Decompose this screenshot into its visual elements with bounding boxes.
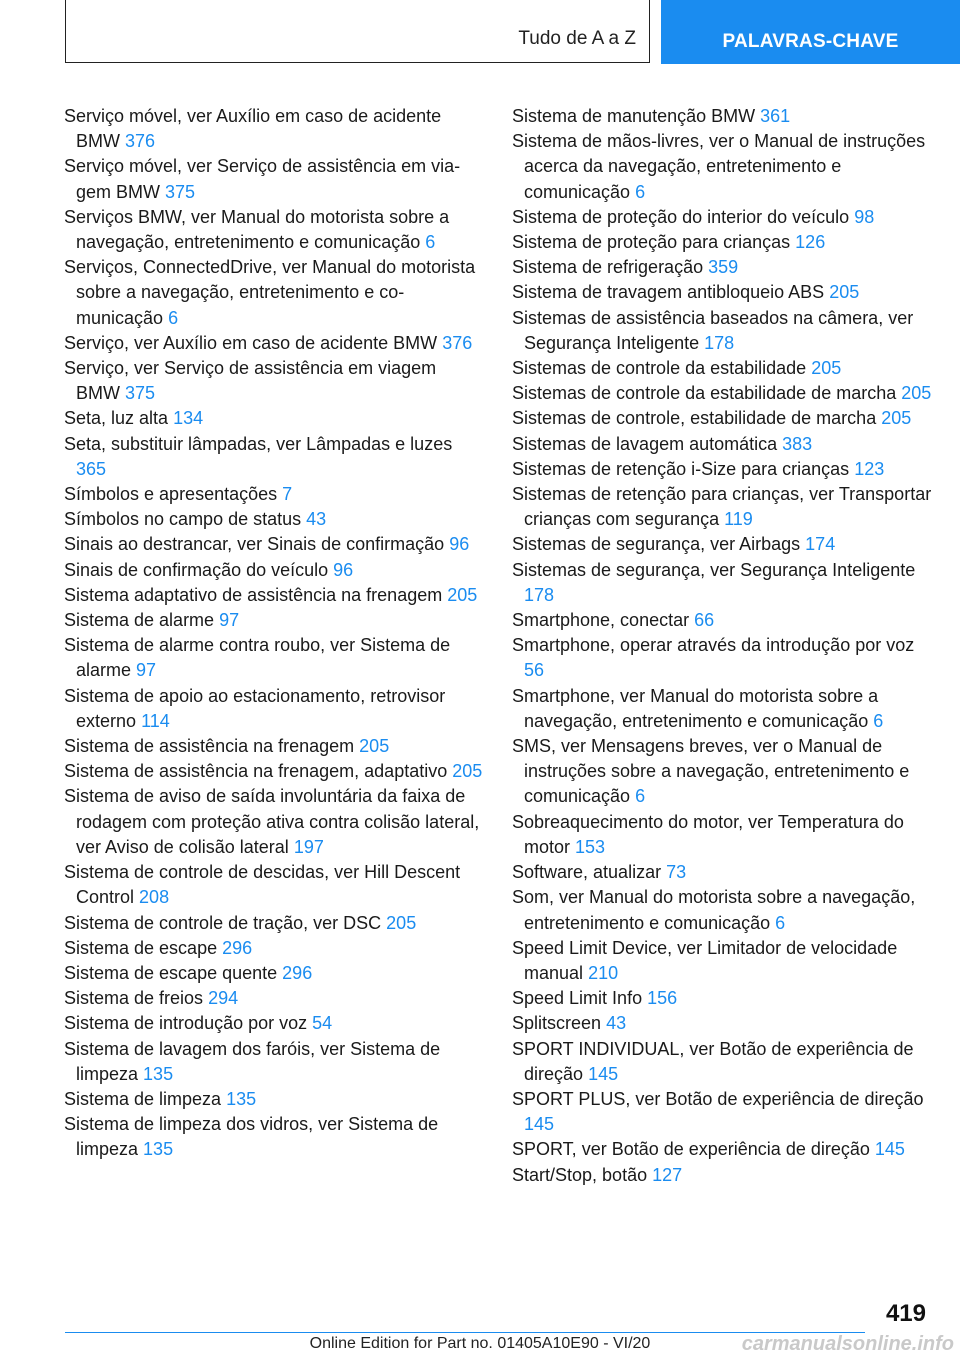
page-header <box>65 0 960 64</box>
index-entry <box>64 936 484 961</box>
index-entry <box>512 381 932 406</box>
index-entry <box>64 583 484 608</box>
index-entry <box>64 1112 484 1162</box>
index-column-left <box>64 104 484 1163</box>
index-entry-text: Sobreaquecimento do motor, ver Temperatura do motor <box>512 811 904 857</box>
index-entry <box>512 104 932 129</box>
index-entry-page-link[interactable]: 145 <box>874 1139 905 1160</box>
index-entry <box>512 432 932 457</box>
index-entry-text: SMS, ver Mensagens breves, ver o Manual de instruções sobre a navegação, entretenimento e comunicação <box>512 736 910 807</box>
index-entry-page-link[interactable]: 205 <box>447 584 478 605</box>
index-entry-text: Sistema de aviso de saída involuntária da faixa de rodagem com proteção ativa contra colisão lateral, ver Aviso de colisão lateral <box>64 786 480 857</box>
index-entry <box>64 205 484 255</box>
index-entry-page-link[interactable]: 205 <box>359 736 390 757</box>
index-entry <box>512 255 932 280</box>
index-entry-page-link[interactable]: 205 <box>386 912 417 933</box>
index-entry <box>512 885 932 935</box>
index-entry <box>512 1163 932 1188</box>
index-entry-page-link[interactable]: 54 <box>312 1013 333 1034</box>
index-entry-text: Serviço móvel, ver Auxílio em caso de acidente BMW <box>64 106 442 152</box>
index-entry <box>512 482 932 532</box>
index-entry <box>512 280 932 305</box>
index-entry-text: Serviços BMW, ver Manual do motorista sobre a navegação, entretenimento e comunicação <box>64 206 450 253</box>
index-entry <box>512 230 932 255</box>
index-entry-page-link[interactable]: 296 <box>282 962 313 983</box>
index-entry-page-link[interactable]: 361 <box>760 106 791 126</box>
index-entry-page-link[interactable]: 375 <box>125 383 156 404</box>
index-entry <box>512 986 932 1011</box>
index-entry-text: Sistema de manutenção BMW <box>512 106 756 126</box>
index-entry-page-link[interactable]: 197 <box>293 836 324 857</box>
index-entry-page-link[interactable]: 43 <box>606 1013 627 1034</box>
index-entry <box>512 684 932 734</box>
index-entry-text: Smartphone, operar através da introdução por voz <box>512 635 915 656</box>
index-entry-text: Sistema de assistência na frenagem <box>64 736 355 757</box>
index-entry-text: Sistemas de controle da estabilidade de marcha <box>512 383 897 404</box>
index-entry <box>512 810 932 860</box>
index-entry-text: Sistema de freios <box>64 988 204 1009</box>
index-entry-page-link[interactable]: 73 <box>666 862 687 883</box>
index-entry <box>64 860 484 910</box>
index-entry-page-link[interactable]: 296 <box>222 937 253 958</box>
index-entry-text: Sistema de proteção para crianças <box>512 232 791 253</box>
index-entry-page-link[interactable]: 178 <box>704 332 735 353</box>
index-entry-text: Sistema de refrigeração <box>512 257 704 278</box>
index-entry-page-link[interactable]: 294 <box>208 988 239 1009</box>
index-entry <box>512 1011 932 1036</box>
index-entry-page-link[interactable]: 119 <box>724 509 753 530</box>
index-entry <box>64 356 484 406</box>
index-entry <box>64 532 484 557</box>
index-entry <box>64 255 484 331</box>
index-entry-text: Serviço, ver Serviço de assistência em viagem BMW <box>64 358 437 404</box>
index-entry-page-link[interactable]: 145 <box>524 1114 555 1135</box>
watermark: carmanualsonline.info <box>741 1333 954 1355</box>
index-entry-text: Sistemas de assistência baseados na câmera, ver Segurança Inteligente <box>512 307 914 353</box>
index-entry-text: Splitscreen <box>512 1013 602 1034</box>
index-entry-page-link[interactable]: 135 <box>143 1063 174 1084</box>
index-entry-page-link[interactable]: 205 <box>881 408 912 429</box>
index-entry-text: Seta, substituir lâmpadas, ver Lâmpadas e luzes <box>64 433 453 454</box>
index-entry-text: Speed Limit Device, ver Limitador de velocidade manual <box>512 937 898 983</box>
index-entry-text: Sistema de controle de descidas, ver Hill Descent Control <box>64 862 461 908</box>
index-entry-text: Sistema de alarme contra roubo, ver Sistema de alarme <box>64 635 451 681</box>
index-entry-page-link[interactable]: 98 <box>854 206 875 227</box>
index-entry-text: Serviços, ConnectedDrive, ver Manual do motorista sobre a navegação, entretenimento e comunicação <box>64 257 476 328</box>
index-entry <box>64 1087 484 1112</box>
index-entry-text: Som, ver Manual do motorista sobre a navegação, entretenimento e comunicação <box>512 887 916 933</box>
index-entry <box>512 205 932 230</box>
index-entry <box>64 1011 484 1036</box>
index-entry-text: Sinais de confirmação do veículo <box>64 559 329 580</box>
index-entry-page-link[interactable]: 156 <box>647 988 678 1009</box>
index-entry <box>512 532 932 557</box>
index-entry-text: Símbolos no campo de status <box>64 509 302 530</box>
index-entry-page-link[interactable]: 6 <box>425 232 436 253</box>
index-entry <box>512 406 932 431</box>
index-entry <box>512 860 932 885</box>
index-entry-text: Seta, luz alta <box>64 408 169 429</box>
index-entry-page-link[interactable]: 96 <box>333 559 354 580</box>
index-entry-text: Sistema de travagem antibloqueio ABS <box>512 282 825 303</box>
index-entry-page-link[interactable]: 56 <box>524 660 545 681</box>
index-entry <box>64 911 484 936</box>
index-entry-page-link[interactable]: 375 <box>165 181 196 202</box>
index-entry <box>512 936 932 986</box>
index-entry-text: Sistema adaptativo de assistência na frenagem <box>64 584 443 605</box>
index-entry <box>64 734 484 759</box>
index-entry-page-link[interactable]: 66 <box>694 610 715 631</box>
index-entry-page-link[interactable]: 145 <box>588 1063 619 1084</box>
index-entry-text: Sistemas de retenção para crianças, ver Transportar crianças com segurança <box>512 484 932 530</box>
index-entry-text: Sistema de assistência na frenagem, adaptativo <box>64 761 448 782</box>
index-entry-text: Software, atualizar <box>512 862 662 883</box>
index-entry-page-link[interactable]: 6 <box>873 710 884 731</box>
index-entry-text: Sistema de proteção do interior do veículo <box>512 206 850 227</box>
index-entry-text: Speed Limit Info <box>512 988 643 1009</box>
index-entry <box>64 1037 484 1087</box>
index-entry-text: SPORT, ver Botão de experiência de direção <box>512 1139 870 1160</box>
index-entry-text: Símbolos e apresentações <box>64 484 278 505</box>
index-entry <box>64 104 484 154</box>
index-entry-text: SPORT PLUS, ver Botão de experiência de direção <box>512 1088 924 1109</box>
index-entry-page-link[interactable]: 205 <box>829 282 860 303</box>
index-entry-text: Sistemas de lavagem automática <box>512 433 778 454</box>
index-entry-page-link[interactable]: 97 <box>136 660 157 681</box>
index-entry-text: Smartphone, ver Manual do motorista sobre a navegação, entretenimento e comunicação <box>512 685 879 731</box>
index-entry-page-link[interactable]: 205 <box>901 383 932 404</box>
index-entry <box>512 558 932 608</box>
index-entry-text: Sistema de escape quente <box>64 962 278 983</box>
index-entry-text: Sistema de alarme <box>64 610 215 631</box>
index-entry-text: Sistema de apoio ao estacionamento, retrovisor externo <box>64 685 446 731</box>
index-entry <box>64 633 484 683</box>
index-entry-page-link[interactable]: 376 <box>125 131 156 152</box>
index-entry-text: Sistemas de segurança, ver Airbags <box>512 534 801 555</box>
index-entry-text: Serviço, ver Auxílio em caso de acidente BMW <box>64 332 438 353</box>
index-entry-page-link[interactable]: 6 <box>168 307 179 328</box>
index-entry-page-link[interactable]: 97 <box>219 610 240 631</box>
index-entry <box>64 432 484 482</box>
index-entry <box>64 507 484 532</box>
index-entry-page-link[interactable]: 6 <box>635 181 646 202</box>
index-entry-text: Smartphone, conectar <box>512 610 690 631</box>
index-entry <box>512 1137 932 1162</box>
index-entry-page-link[interactable]: 6 <box>775 912 786 933</box>
index-entry-text: Serviço móvel, ver Serviço de assistência em viagem BMW <box>64 156 461 202</box>
index-entry-text: Sistema de limpeza dos vidros, ver Sistema de limpeza <box>64 1114 439 1160</box>
page-number: 419 <box>885 1300 926 1327</box>
index-entry-text: Sistema de mãos-livres, ver o Manual de instruções acerca da navegação, entretenimento e comunicação <box>512 131 926 202</box>
footer-edition: Online Edition for Part no. 01405A10E90 - VI/20 <box>309 1335 651 1352</box>
index-entry <box>64 759 484 784</box>
index-entry <box>64 784 484 860</box>
index-entry-page-link[interactable]: 210 <box>588 962 619 983</box>
index-entry-page-link[interactable]: 205 <box>811 358 842 379</box>
index-entry-page-link[interactable]: 6 <box>635 786 646 807</box>
index-entry-page-link[interactable]: 135 <box>226 1088 257 1109</box>
index-entry <box>512 633 932 683</box>
index-entry-text: SPORT INDIVIDUAL, ver Botão de experiência de direção <box>512 1038 914 1084</box>
index-entry-text: Sistema de escape <box>64 937 218 958</box>
index-entry-page-link[interactable]: 178 <box>524 584 555 605</box>
index-entry <box>64 558 484 583</box>
index-entry <box>512 356 932 381</box>
index-entry-page-link[interactable]: 383 <box>782 433 813 454</box>
index-entry <box>512 608 932 633</box>
index-entry-page-link[interactable]: 123 <box>854 458 885 479</box>
index-entry <box>64 154 484 204</box>
index-entry-page-link[interactable]: 205 <box>452 761 483 782</box>
index-entry-page-link[interactable]: 126 <box>795 232 826 253</box>
tab-a-to-z[interactable]: Tudo de A a Z <box>518 28 636 49</box>
index-entry-text: Sistemas de segurança, ver Segurança Inteligente <box>512 559 916 580</box>
index-entry-page-link[interactable]: 153 <box>575 836 606 857</box>
index-entry-text: Sistema de controle de tração, ver DSC <box>64 912 382 933</box>
index-entry <box>512 734 932 810</box>
index-entry <box>64 684 484 734</box>
index-entry <box>512 306 932 356</box>
tab-keywords[interactable]: PALAVRAS-CHAVE <box>661 0 960 64</box>
index-entry-page-link[interactable]: 7 <box>282 484 293 505</box>
index-entry-text: Sistema de introdução por voz <box>64 1013 308 1034</box>
index-entry <box>64 406 484 431</box>
index-entry-page-link[interactable]: 376 <box>442 332 473 353</box>
index-entry-page-link[interactable]: 134 <box>173 408 204 429</box>
index-entry <box>512 1037 932 1087</box>
index-entry-page-link[interactable]: 208 <box>139 887 170 908</box>
index-entry-text: Sistemas de controle da estabilidade <box>512 358 807 379</box>
index-entry-page-link[interactable]: 96 <box>449 534 470 555</box>
index-entry <box>64 961 484 986</box>
index-entry-page-link[interactable]: 43 <box>306 509 327 530</box>
index-entry-page-link[interactable]: 114 <box>141 710 170 731</box>
index-column-right <box>512 104 932 1188</box>
index-entry <box>64 331 484 356</box>
index-entry-text: Sinais ao destrancar, ver Sinais de confirmação <box>64 534 445 555</box>
index-entry <box>512 457 932 482</box>
index-entry-text: Sistemas de retenção i-Size para crianças <box>512 458 850 479</box>
index-entry-page-link[interactable]: 365 <box>76 458 107 479</box>
index-entry-page-link[interactable]: 135 <box>143 1139 174 1160</box>
index-entry-text: Start/Stop, botão <box>512 1164 648 1185</box>
header-frame <box>65 0 650 63</box>
index-entry-page-link[interactable]: 359 <box>708 257 739 278</box>
index-entry-text: Sistema de lavagem dos faróis, ver Sistema de limpeza <box>64 1038 441 1084</box>
index-entry-text: Sistemas de controle, estabilidade de marcha <box>512 408 877 429</box>
index-entry-page-link[interactable]: 174 <box>805 534 836 555</box>
index-entry-page-link[interactable]: 127 <box>652 1164 683 1185</box>
index-entry <box>512 1087 932 1137</box>
index-entry <box>64 986 484 1011</box>
index-entry <box>64 608 484 633</box>
index-entry-text: Sistema de limpeza <box>64 1088 222 1109</box>
index-entry <box>64 482 484 507</box>
index-entry <box>512 129 932 205</box>
